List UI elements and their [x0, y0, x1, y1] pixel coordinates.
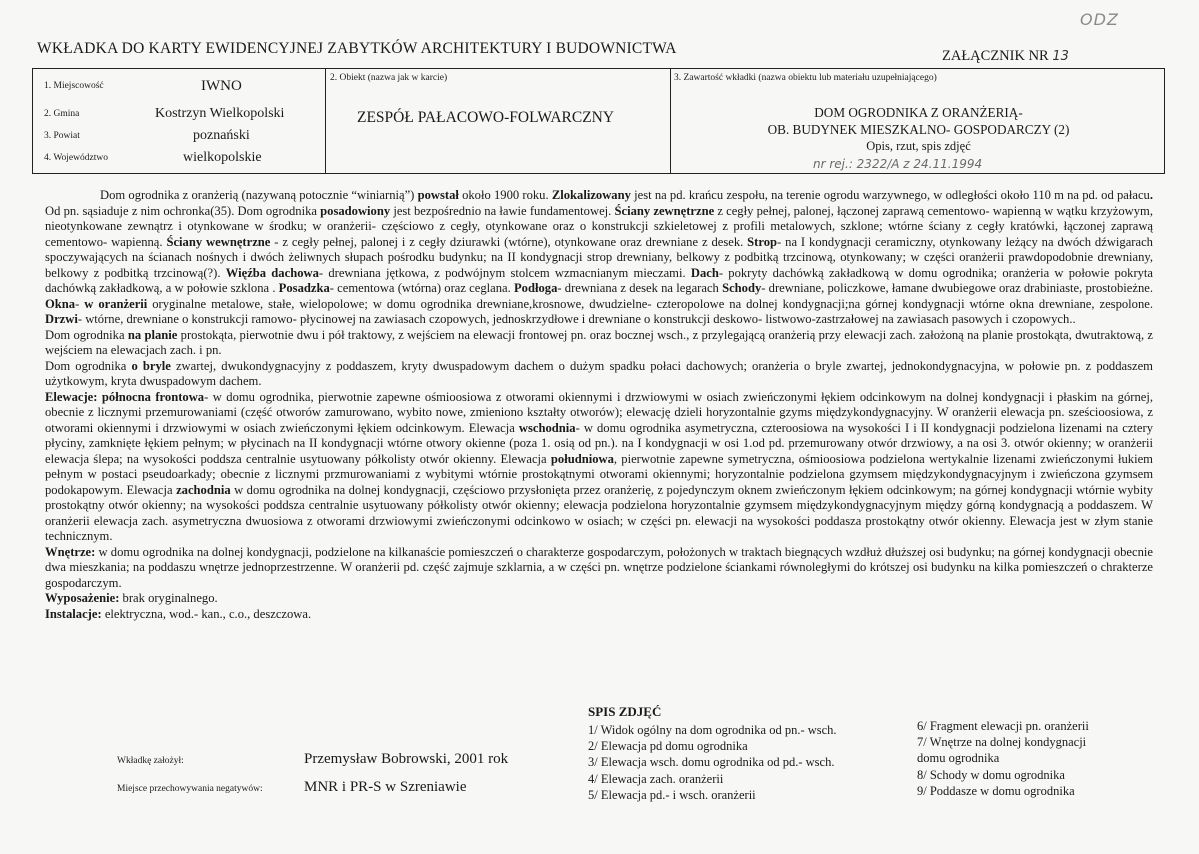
text-segment: zwartej, dwukondygnacyjny z poddaszem, kryty dwuspadowym dachem o dużym spadku połaci dachowych; oranżeria o bryle zwartej, jednokondygnacyjna, w połowie pn. z poddaszem użytkowym, kryta dwuspadowym dachem. — [45, 358, 1153, 388]
content-label: 3. Zawartość wkładki (nazwa obiektu lub materiału uzupełniającego) — [674, 73, 937, 83]
paragraph-general — [45, 188, 1153, 328]
bold-term: Posadzka — [278, 281, 330, 295]
bold-term: Instalacje: — [45, 606, 102, 621]
bold-term: o bryle — [131, 358, 171, 373]
text-segment: jest na pd. krańcu zespołu, na terenie ogrodu warzywnego, w odległości około 110 m na pd. od pałacu — [630, 188, 1150, 202]
text-segment: - pokryty dachówką zakładkową w domu ogrodnika; oranżeria w połowie pokryta dachówką zakładkową, a w połowie szklona . — [45, 265, 1154, 295]
bold-term: Zlokalizowany — [551, 188, 631, 202]
text-segment: - — [75, 296, 85, 311]
bold-term: . — [1149, 188, 1153, 202]
bold-term: Schody — [722, 281, 762, 295]
photo-list-left — [588, 722, 837, 803]
object-value: ZESPÓŁ PAŁACOWO-FOLWARCZNY — [357, 109, 615, 126]
photo-list-item: 6/ Fragment elewacji pn. oranżerii — [917, 719, 1089, 733]
content-line-2: OB. BUDYNEK MIESZKALNO- GOSPODARCZY (2) — [767, 121, 1070, 137]
text-segment: - na I kondygnacji ceramiczny, otynkowany leżący na dwóch dźwigarach spoczywających na ścianach nośnych i dwóch żeliwnych słupach pośrodku budynku; na II kondygnacji strop drewniany, belkowy z podbitką trzcinową, otynkowany; w części oranżerii prawdopodobnie drewniany, belkowy z podbitką trzcinową(?). — [45, 234, 1153, 280]
text-segment: - cementowa (wtórna) oraz ceglana. — [329, 281, 514, 295]
bold-term: Strop — [747, 234, 778, 249]
text-segment: Od pn. sąsiaduje z nim ochronka(35). Dom ogrodnika — [45, 203, 321, 218]
bold-term: południowa — [550, 451, 614, 466]
bold-term: Ściany zewnętrzne — [614, 203, 715, 218]
bold-term: Dach — [690, 265, 719, 280]
description-body — [45, 188, 1153, 622]
bold-term: na planie — [127, 327, 178, 342]
text-segment: Dom ogrodnika — [45, 358, 132, 373]
paragraph-equipment — [45, 591, 1153, 607]
text-segment: Dom ogrodnika z oranżerią (nazywaną potocznie “winiarnią”) — [100, 188, 418, 202]
text-segment: elektryczna, wod.- kan., c.o., deszczowa. — [101, 606, 312, 621]
locality-label: 1. Miejscowość — [44, 81, 104, 91]
photo-list-title: SPIS ZDJĘĆ — [588, 704, 662, 719]
paragraph-plan — [45, 328, 1153, 359]
text-segment: Dom ogrodnika — [45, 327, 128, 342]
annex-label-text: ZAŁĄCZNIK NR — [942, 48, 1049, 64]
identification-box — [32, 68, 1165, 174]
county-label: 3. Powiat — [44, 131, 80, 141]
locality-value: IWNO — [201, 78, 242, 94]
commune-value: Kostrzyn Wielkopolski — [155, 106, 285, 121]
text-segment: - w domu ogrodnika asymetryczna, czteroosiowa na wysokości I i II kondygnacji podzielona lizenami na cztery płyciny, zamknięte łękiem pełnym; w płycinach na II kondygnacji wtórne otwory okienne (poza 1. osią od pn.). na I kondygnacji w osi 1.od pd. przemurowany otwór drzwiowy, a na osi 3. otwór okienny; w oranżerii elewacja ślepa; na wysokości poddsza centralnie usytuowany półkolisty otwór okienny. Elewacja — [45, 420, 1153, 466]
paragraph-interior — [45, 545, 1153, 592]
bold-term: Wyposażenie: — [45, 591, 120, 605]
content-line-3: Opis, rzut, spis zdjęć — [866, 139, 971, 153]
bold-term: Drzwi — [45, 312, 78, 326]
photo-list-item: domu ogrodnika — [917, 751, 1000, 766]
handwritten-corner-mark: ODZ — [1080, 10, 1119, 29]
text-segment: - drewniana jętkowa, z podwójnym stolcem wzmacnianym mieczami. — [318, 265, 691, 280]
made-by-value: Przemysław Bobrowski, 2001 rok — [304, 751, 509, 767]
bold-term: Podłoga — [513, 281, 558, 295]
photo-list-item: 3/ Elewacja wsch. domu ogrodnika od pd.- wsch. — [588, 755, 835, 770]
paragraph-elevations — [45, 390, 1153, 545]
text-segment: , pierwotnie zapewne symetryczna, ośmioosiowa podzielona wertykalnie lizenami zwieńczonymi łukiem pełnym w postaci pseudoarkady; obecnie z licznymi przmurowaniami z wybitymi wtórnie prostokątnymi otworami okiennymi; horyzontalnie podzielona gzymsem międzykondygnacyjnym i zwieńczona gzymsem podokapowym. Elewacja — [45, 451, 1153, 497]
bold-term: wschodnia — [518, 420, 576, 435]
county-value: poznański — [193, 128, 250, 143]
box-divider — [325, 69, 326, 173]
photo-list-item: 2/ Elewacja pd domu ogrodnika — [588, 739, 748, 754]
photo-list-right — [917, 718, 1089, 799]
text-segment: około 1900 roku. — [458, 188, 552, 202]
photo-list-item: 4/ Elewacja zach. oranżerii — [588, 771, 724, 786]
photo-list-item: 8/ Schody w domu ogrodnika — [917, 767, 1065, 782]
text-segment: oryginalne metalowe, stałe, wielopolowe; w domu ogrodnika drewniane,krosnowe, dwudzielne- czteropolowe na dolnej kondygnacji;na górnej kondygnacji wtórne okna drewniane, zespolone. — [147, 296, 1153, 311]
annex-number: 13 — [1052, 49, 1069, 64]
bold-term: zachodnia — [176, 482, 231, 497]
text-segment: brak oryginalnego. — [119, 591, 218, 605]
voivodeship-label: 4. Województwo — [44, 153, 108, 163]
text-segment: - wtórne, drewniane o konstrukcji ramowo- płycinowej na zawiasach czopowych, jednoskrzydłowe i drewniane o konstrukcji deskowo- listwowo-zastrzałowej na zawiasach pasowych i czopowych.. — [77, 312, 1076, 326]
storage-label: Miejsce przechowywania negatywów: — [117, 784, 263, 794]
content-value — [671, 105, 1166, 155]
bold-term: Ściany wewnętrzne — [166, 234, 271, 249]
text-segment: z cegły pełnej, palonej, łączonej zaprawą cementowo- wapienną w wątku krzyżowym, nieotynkowane zewnątrz i otynkowane w środku; w oranżerii- częściowo z cegły, otynkowane oraz o konstrukcji szkieletowej z profili metalowych, szklone; wtórne ściany z cegły kratówki, łączonej zaprawą cementowo- wapienną. — [45, 203, 1153, 249]
paragraph-installations — [45, 607, 1153, 623]
document-title: WKŁADKA DO KARTY EWIDENCYJNEJ ZABYTKÓW ARCHITEKTURY I BUDOWNICTWA — [37, 40, 677, 57]
paragraph-form — [45, 359, 1153, 390]
text-segment: prostokąta, pierwotnie dwu i pół traktowy, z wejściem na elewacji frontowej pn. oraz bocznej wsch., z przylegającą oranżerią przy elewacji zach. założoną na planie prostokąta, dwutraktową, z wejściem na elewacjach zach. i pn. — [45, 327, 1154, 357]
bold-term: w oranżerii — [84, 296, 148, 311]
text-segment: w domu ogrodnika na dolnej kondygnacji, podzielone na kilkanaście pomieszczeń o charakterze gospodarczym, położonych w traktach biegnących wzdłuż dłuższej osi budynku; na górnej kondygnacji obecnie dwa mieszkania; na poddaszu wnętrze jednoprzestrzenne. W oranżerii pd. część zajmuje szklarnia, a w części pn. wnętrze podzielone ściankami równoległymi do krótszej osi budynku na kilka pomieszczeń o chrakterze gospodarczym. — [45, 544, 1153, 590]
text-segment: w domu ogrodnika na dolnej kondygnacji, częściowo przysłonięta przez oranżerię, z pojedynczym oknem zwieńczonym łękiem odcinkowym; na górnej kondygnacji wtórnie wybity prostokątny otwór okienny; na wysokości poddsza centralnie usytuowany półkolisty otwór okienny; elewacja podzielona horyzontalnie gzymsem międzykondygnacyjnym między górną kondygnacją a poddaszem. W oranżerii elewacja zach. asymetryczna dwuosiowa z otworami drzwiowymi zwieńczonymi odcinkowo w osiach; w części pn. elewacji na wysokości poddasza prostokątny otwór okienny. Elewacja jest w złym stanie technicznym. — [45, 482, 1153, 543]
bold-term: Okna — [45, 296, 76, 311]
text-segment: - drewniane, policzkowe, łamane dwubiegowe oraz drabiniaste, prostobieżne. — [761, 281, 1153, 295]
text-segment: jest bezpośrednio na ławie fundamentowej. — [390, 203, 615, 218]
photo-list-item: 1/ Widok ogólny na dom ogrodnika od pn.- wsch. — [588, 723, 837, 737]
made-by-label: Wkładkę założył: — [117, 756, 184, 766]
photo-list-item: 5/ Elewacja pd.- i wsch. oranżerii — [588, 787, 756, 802]
text-segment: - z cegły pełnej, palonej i z cegły dziurawki (wtórne), otynkowane oraz drewniane z desek. — [270, 234, 748, 249]
photo-list-item: 9/ Poddasze w domu ogrodnika — [917, 783, 1075, 798]
commune-label: 2. Gmina — [44, 109, 80, 119]
bold-term: Więźba dachowa — [225, 265, 319, 280]
bold-term: powstał — [417, 188, 459, 202]
bold-term: posadowiony — [320, 203, 391, 218]
bold-term: Elewacje: północna frontowa — [45, 389, 205, 404]
object-label: 2. Obiekt (nazwa jak w karcie) — [330, 73, 448, 83]
photo-list-item: 7/ Wnętrze na dolnej kondygnacji — [917, 735, 1087, 750]
bold-term: Wnętrze: — [45, 544, 96, 559]
handwritten-registration-number: nr rej.: 2322/A z 24.11.1994 — [813, 157, 983, 171]
text-segment: - drewniana z desek na legarach — [557, 281, 723, 295]
text-segment: - w domu ogrodnika, pierwotnie zapewne ośmioosiowa z otworami okiennymi i drzwiowymi w osiach zwieńczonymi łękiem odcinkowym na dolnej kondygnacji i płaskim na górnej, obecnie z licznymi przemurowaniami (część otworów zamurowano, wybito nowe, zmieniono kształty otworów); elewację dzieli horyzontalnie gzyms międzykondygnacyjny. W oranżerii elewacja pn. sześcioosiowa, z otworami okiennymi i drzwiowymi w osiach zwieńczonymi łękiem odcinkowym. Elewacja — [45, 389, 1153, 435]
storage-value: MNR i PR-S w Szreniawie — [304, 779, 467, 795]
content-line-1: DOM OGRODNIKA Z ORANŻERIĄ- — [814, 105, 1023, 120]
voivodeship-value: wielkopolskie — [183, 150, 262, 165]
annex-label — [942, 48, 1069, 65]
